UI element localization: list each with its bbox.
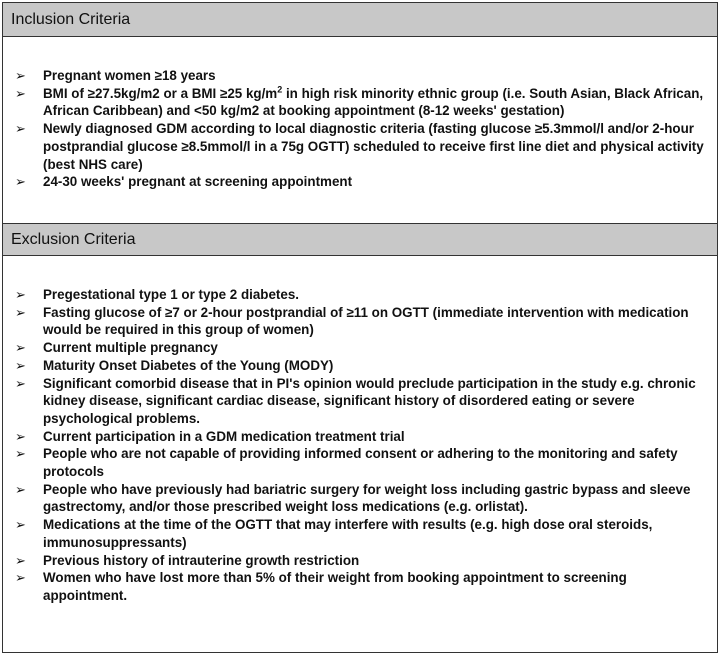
arrow-bullet-icon: ➢ [15, 570, 26, 586]
arrow-bullet-icon: ➢ [15, 446, 26, 462]
arrow-bullet-icon: ➢ [15, 552, 26, 568]
inclusion-item-age [3, 67, 717, 85]
inclusion-item-text: Newly diagnosed GDM according to local diagnostic criteria (fasting glucose ≥5.3mmol/l and/or 2-hour postprandial glucose ≥8.5mmol/l in a 75g OGTT) scheduled to receive first line diet and physical activity (best NHS care) [43, 121, 704, 172]
exclusion-item [3, 428, 717, 446]
criteria-table [2, 2, 718, 653]
exclusion-item-text: People who are not capable of providing informed consent or adhering to the monitoring and safety protocols [43, 446, 678, 480]
exclusion-item [3, 286, 717, 304]
arrow-bullet-icon: ➢ [15, 375, 26, 391]
inclusion-item-text: in high risk minority ethnic group (i.e. South Asian, Black African, African Caribbean) and <50 kg/m2 at booking appointment (8-12 weeks' gestation) [43, 85, 704, 119]
arrow-bullet-icon: ➢ [15, 85, 26, 101]
arrow-bullet-icon: ➢ [15, 357, 26, 373]
exclusion-item [3, 516, 717, 551]
inclusion-item-bmi [3, 85, 717, 120]
arrow-bullet-icon: ➢ [15, 428, 26, 444]
exclusion-item-text: Pregestational type 1 or type 2 diabetes. [43, 287, 299, 302]
exclusion-item [3, 481, 717, 516]
exclusion-item-text: Significant comorbid disease that in PI's opinion would preclude participation in the study e.g. chronic kidney disease, significant cardiac disease, significant history of disordered eating or severe psychological problems. [43, 375, 696, 426]
exclusion-item-text: Maturity Onset Diabetes of the Young (MODY) [43, 357, 334, 373]
inclusion-item-text: BMI of ≥27.5kg/m2 or a BMI ≥25 kg/m [43, 85, 278, 101]
inclusion-item-gestation [3, 173, 717, 191]
inclusion-item-gdm [3, 120, 717, 173]
inclusion-criteria-header [3, 3, 717, 37]
exclusion-item-text: Fasting glucose of ≥7 or 2-hour postprandial of ≥11 on OGTT (immediate intervention with medication would be required in this group of women) [43, 304, 689, 338]
inclusion-criteria-body [3, 37, 717, 223]
exclusion-item-text: Previous history of intrauterine growth restriction [43, 552, 360, 568]
arrow-bullet-icon: ➢ [15, 340, 26, 356]
exclusion-item-text: Medications at the time of the OGTT that may interfere with results (e.g. high dose oral steroids, immunosuppressants) [43, 517, 653, 550]
exclusion-item [3, 339, 717, 357]
inclusion-item-text: 24-30 weeks' pregnant at screening appointment [43, 174, 353, 190]
exclusion-criteria-body [3, 256, 717, 652]
exclusion-criteria-header [3, 223, 717, 256]
superscript: 2 [277, 84, 283, 95]
exclusion-item-text: Women who have lost more than 5% of their weight from booking appointment to screening appointment. [43, 570, 627, 603]
arrow-bullet-icon: ➢ [15, 121, 26, 137]
arrow-bullet-icon: ➢ [15, 287, 26, 302]
exclusion-item-text: People who have previously had bariatric surgery for weight loss including gastric bypass and sleeve gastrectomy, and/or those prescribed weight loss medications (e.g. orlistat). [43, 481, 691, 515]
exclusion-item [3, 552, 717, 570]
exclusion-item [3, 445, 717, 480]
exclusion-item [3, 569, 717, 604]
arrow-bullet-icon: ➢ [15, 517, 26, 533]
exclusion-item [3, 375, 717, 428]
arrow-bullet-icon: ➢ [15, 68, 26, 83]
exclusion-item [3, 304, 717, 339]
arrow-bullet-icon: ➢ [15, 174, 26, 190]
exclusion-item-text: Current multiple pregnancy [43, 340, 218, 356]
exclusion-item [3, 357, 717, 375]
arrow-bullet-icon: ➢ [15, 481, 26, 497]
exclusion-criteria-title: Exclusion Criteria [11, 230, 136, 248]
exclusion-item-text: Current participation in a GDM medication treatment trial [43, 428, 405, 444]
arrow-bullet-icon: ➢ [15, 304, 26, 320]
inclusion-criteria-title: Inclusion Criteria [11, 10, 131, 28]
inclusion-item-text: Pregnant women ≥18 years [43, 68, 216, 83]
